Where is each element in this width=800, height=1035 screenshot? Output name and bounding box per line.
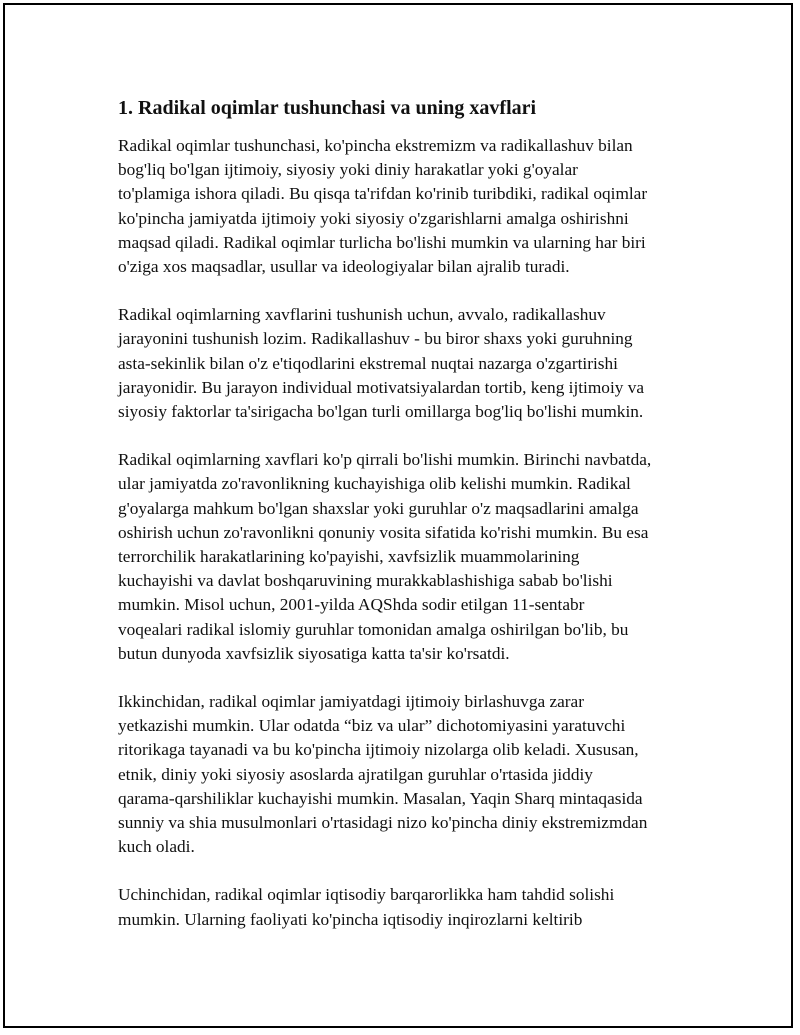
text-line: siyosiy faktorlar ta'sirigacha bo'lgan turli omillarga bog'liq bo'lishi mumkin. [118, 402, 644, 422]
text-line: qarama-qarshiliklar kuchayishi mumkin. Masalan, Yaqin Sharq mintaqasida [118, 788, 643, 808]
text-line: mumkin. Misol uchun, 2001-yilda AQShda sodir etilgan 11-sentabr [118, 595, 585, 615]
text-line: Ikkinchidan, radikal oqimlar jamiyatdagi ijtimoiy birlashuvga zarar [118, 692, 584, 712]
paragraph-3 [118, 448, 698, 666]
text-line: Radikal oqimlarning xavflari ko'p qirrali bo'lishi mumkin. Birinchi navbatda, [118, 450, 652, 470]
document-body [118, 94, 698, 956]
text-line: Radikal oqimlarning xavflarini tushunish uchun, avvalo, radikallashuv [118, 305, 606, 325]
text-line: ular jamiyatda zo'ravonlikning kuchayishiga olib kelishi mumkin. Radikal [118, 474, 631, 494]
text-line: jarayonidir. Bu jarayon individual motivatsiyalardan tortib, keng ijtimoiy va [118, 377, 645, 397]
paragraph-1 [118, 134, 698, 279]
text-line: ritorikaga tayanadi va bu ko'pincha ijtimoiy nizolarga olib keladi. Xususan, [118, 740, 639, 760]
text-line: etnik, diniy yoki siyosiy asoslarda ajratilgan guruhlar o'rtasida jiddiy [118, 764, 593, 784]
text-line: Uchinchidan, radikal oqimlar iqtisodiy barqarorlikka ham tahdid solishi [118, 885, 615, 905]
text-line: bog'liq bo'lgan ijtimoiy, siyosiy yoki diniy harakatlar yoki g'oyalar [118, 160, 578, 180]
text-line: ko'pincha jamiyatda ijtimoiy yoki siyosiy o'zgarishlarni amalga oshirishni [118, 208, 629, 228]
text-line: kuchayishi va davlat boshqaruvining murakkablashishiga sabab bo'lishi [118, 571, 613, 591]
text-line: kuch oladi. [118, 837, 195, 857]
text-line: to'plamiga ishora qiladi. Bu qisqa ta'rifdan ko'rinib turibdiki, radikal oqimlar [118, 184, 648, 204]
text-line: maqsad qiladi. Radikal oqimlar turlicha bo'lishi mumkin va ularning har biri [118, 232, 646, 252]
text-line: butun dunyoda xavfsizlik siyosatiga katta ta'sir ko'rsatdi. [118, 643, 510, 663]
text-line: mumkin. Ularning faoliyati ko'pincha iqtisodiy inqirozlarni keltirib [118, 909, 583, 929]
paragraph-5 [118, 883, 698, 931]
text-line: sunniy va shia musulmonlari o'rtasidagi nizo ko'pincha diniy ekstremizmdan [118, 813, 648, 833]
text-line: terrorchilik harakatlarining ko'payishi, xavfsizlik muammolarining [118, 547, 580, 567]
text-line: asta-sekinlik bilan o'z e'tiqodlarini ekstremal nuqtai nazarga o'zgartirishi [118, 353, 618, 373]
paragraph-4 [118, 690, 698, 859]
text-line: oshirish uchun zo'ravonlikni qonuniy vosita sifatida ko'rishi mumkin. Bu esa [118, 522, 649, 542]
text-line: Radikal oqimlar tushunchasi, ko'pincha ekstremizm va radikallashuv bilan [118, 136, 633, 155]
section-heading: 1. Radikal oqimlar tushunchasi va uning xavflari [118, 97, 537, 119]
paragraph-2 [118, 303, 698, 424]
text-line: o'ziga xos maqsadlar, usullar va ideologiyalar bilan ajralib turadi. [118, 257, 570, 277]
text-line: jarayonini tushunish lozim. Radikallashuv - bu biror shaxs yoki guruhning [118, 329, 633, 349]
text-line: g'oyalarga mahkum bo'lgan shaxslar yoki guruhlar o'z maqsadlarini amalga [118, 498, 639, 518]
text-line: yetkazishi mumkin. Ular odatda “biz va ular” dichotomiyasini yaratuvchi [118, 716, 626, 736]
text-line: voqealari radikal islomiy guruhlar tomonidan amalga oshirilgan bo'lib, bu [118, 619, 629, 639]
